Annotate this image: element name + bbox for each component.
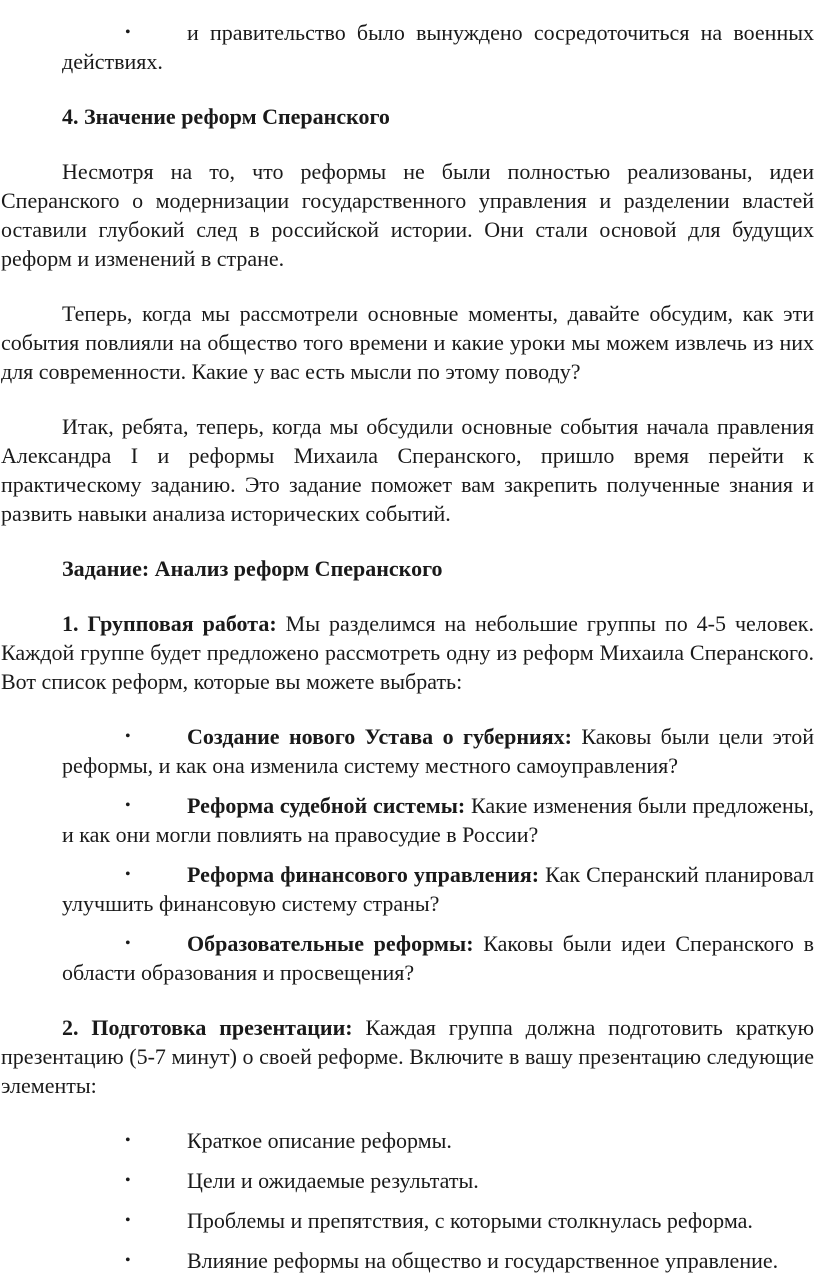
list-item: [1, 1246, 814, 1275]
step-text: Мы разделимся на небольшие группы по 4-5 человек. Каждой группе будет предложено рассмотреть одну из реформ Михаила Сперанского. Вот список реформ, которые вы можете выбрать:: [1, 611, 814, 694]
paragraph: [1, 609, 814, 696]
list-item: [1, 791, 814, 849]
paragraph: Теперь, когда мы рассмотрели основные моменты, давайте обсудим, как эти события повлияли на общество того времени и какие уроки мы можем извлечь из них для современности. Какие у вас есть мысли по этому поводу?: [1, 301, 814, 384]
paragraph: Несмотря на то, что реформы не были полностью реализованы, идеи Сперанского о модернизации государственного управления и разделении властей оставили глубокий след в российской истории. Они стали основой для будущих реформ и изменений в стране.: [1, 159, 814, 271]
bullet-icon: •: [125, 1172, 131, 1189]
list-item: [1, 722, 814, 780]
reform-text: Как Сперанский планировал улучшить финансовую систему страны?: [62, 862, 815, 916]
bullet-icon: •: [125, 728, 131, 745]
bullet-icon: •: [125, 1132, 131, 1149]
list-item: [1, 18, 814, 76]
reform-text: Каковы были идеи Сперанского в области образования и просвещения?: [62, 931, 814, 985]
bullet-icon: •: [125, 24, 131, 41]
reform-text: Каковы были цели этой реформы, и как она изменила систему местного самоуправления?: [62, 724, 814, 778]
bullet-icon: •: [125, 935, 131, 952]
list-item-text: Влияние реформы на общество и государственное управление.: [187, 1248, 779, 1273]
task-heading: Задание: Анализ реформ Сперанского: [62, 556, 443, 581]
list-item: [1, 1206, 814, 1235]
list-item: [1, 1166, 814, 1195]
presentation-elements-list: [1, 1126, 814, 1275]
list-item-text: Проблемы и препятствия, с которыми столкнулась реформа.: [187, 1208, 753, 1233]
step-label: 2. Подготовка презентации:: [62, 1015, 353, 1040]
list-item-text: Краткое описание реформы.: [187, 1128, 452, 1153]
paragraph: Итак, ребята, теперь, когда мы обсудили основные события начала правления Александра I и реформы Михаила Сперанского, пришло время перейти к практическому заданию. Это задание поможет вам закрепить полученные знания и развить навыки анализа исторических событий.: [1, 414, 814, 526]
section-heading: 4. Значение реформ Сперанского: [62, 104, 390, 129]
reform-title: Реформа судебной системы:: [187, 793, 466, 818]
reform-title: Создание нового Устава о губерниях:: [187, 724, 572, 749]
list-item-text: Цели и ожидаемые результаты.: [187, 1168, 479, 1193]
reform-title: Реформа финансового управления:: [187, 862, 540, 887]
list-item: [1, 860, 814, 918]
step-label: 1. Групповая работа:: [62, 611, 277, 636]
reform-list: [1, 722, 814, 987]
bullet-icon: •: [125, 1252, 131, 1269]
reform-text: Какие изменения были предложены, и как они могли повлиять на правосудие в России?: [62, 793, 814, 847]
bullet-icon: •: [125, 1212, 131, 1229]
paragraph: [1, 1013, 814, 1100]
list-item: [1, 1126, 814, 1155]
list-item: [1, 929, 814, 987]
bullet-icon: •: [125, 797, 131, 814]
list-item-text: и правительство было вынуждено сосредоточиться на военных действиях.: [62, 20, 814, 74]
bullet-icon: •: [125, 866, 131, 883]
step-text: Каждая группа должна подготовить краткую презентацию (5-7 минут) о своей реформе. Включите в вашу презентацию следующие элементы:: [1, 1015, 814, 1098]
reform-title: Образовательные реформы:: [187, 931, 474, 956]
